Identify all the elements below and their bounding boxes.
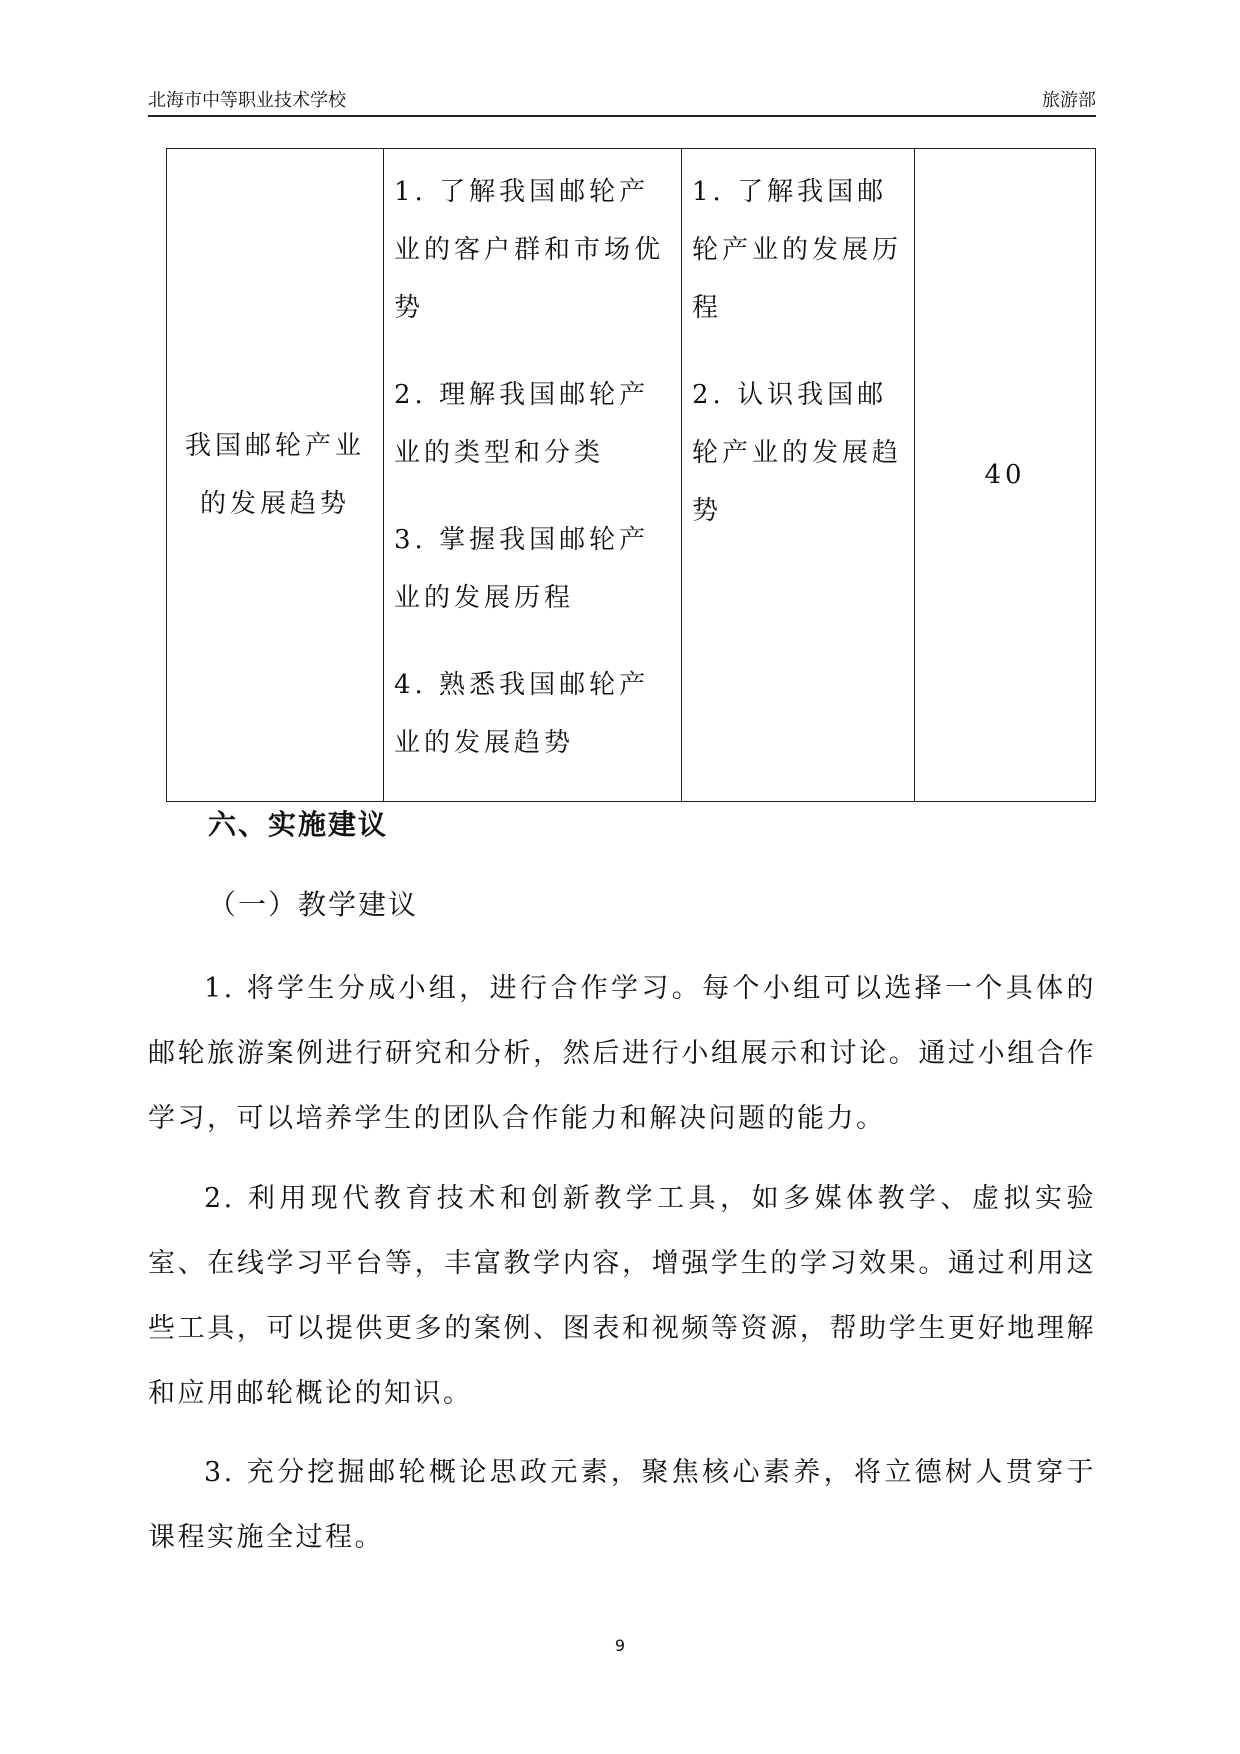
page-number: 9 [614,1636,626,1655]
objective-item: 4. 熟悉我国邮轮产业的发展趋势 [394,670,650,758]
paragraph: 1. 将学生分成小组，进行合作学习。每个小组可以选择一个具体的邮轮旅游案例进行研究和分析，然后进行小组展示和讨论。通过小组合作学习，可以培养学生的团队合作能力和解决问题的能力。 [148,973,1096,1134]
objective-item: 2. 理解我国邮轮产业的类型和分类 [394,380,650,468]
content-item: 1. 了解我国邮轮产业的发展历程 [692,177,903,323]
header-divider [148,115,1096,117]
course-content-table [166,148,1096,802]
subsection-title: （一）教学建议 [208,888,419,921]
contents-cell [682,149,915,802]
paragraph: 2. 利用现代教育技术和创新教学工具，如多媒体教学、虚拟实验室、在线学习平台等，丰富教学内容，增强学生的学习效果。通过利用这些工具，可以提供更多的案例、图表和视频等资源，帮助学生更好地理解和应用邮轮概论的知识。 [148,1183,1096,1409]
section-title: 六、实施建议 [208,808,389,841]
table-row [167,149,1096,802]
topic-cell: 我国邮轮产业的发展趋势 [167,149,384,802]
objective-item: 1. 了解我国邮轮产业的客户群和市场优势 [394,177,665,323]
hours-cell: 40 [915,149,1096,802]
paragraph: 3. 充分挖掘邮轮概论思政元素，聚焦核心素养，将立德树人贯穿于课程实施全过程。 [148,1457,1096,1553]
header-department: 旅游部 [1042,90,1096,111]
objective-item: 3. 掌握我国邮轮产业的发展历程 [394,525,650,613]
header-school-name: 北海市中等职业技术学校 [148,90,346,111]
content-item: 2. 认识我国邮轮产业的发展趋势 [692,380,903,526]
objectives-cell [384,149,682,802]
page-header [148,88,1096,114]
